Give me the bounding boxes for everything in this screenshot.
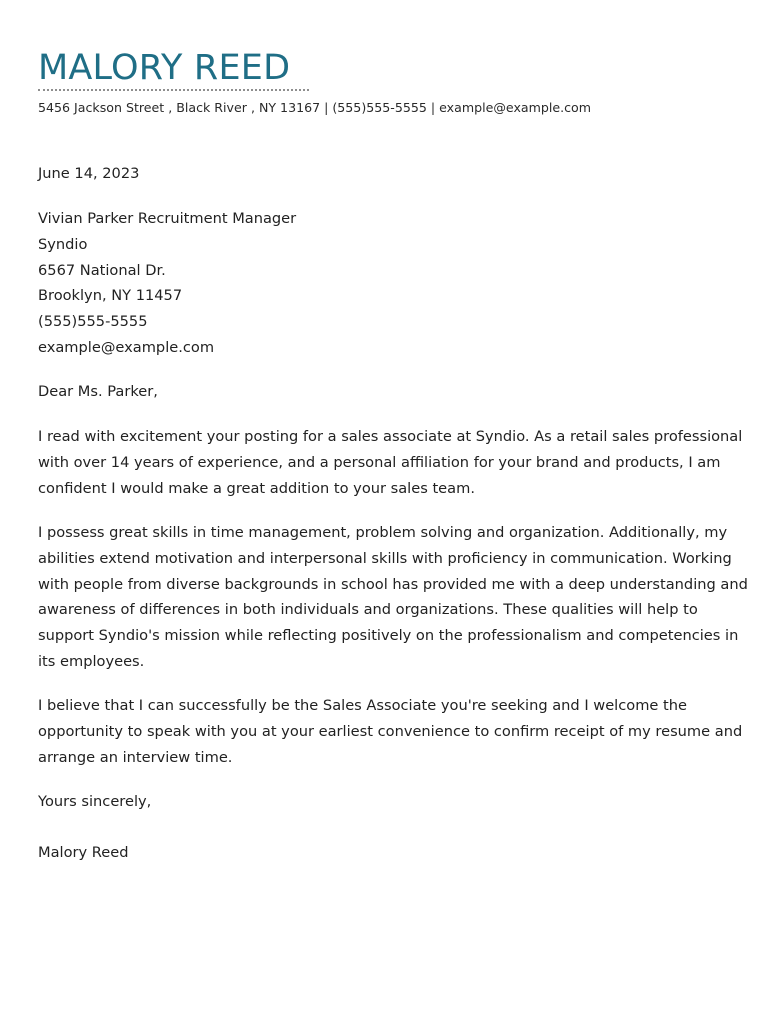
body-paragraph-2: I possess great skills in time management, problem solving and organization. Additionally, my abilities extend motivation and interpersonal skills with proficiency in communication. Working with people from diverse backgrounds in school has provided me with a deep understanding and awareness of differences in both individuals and organizations. These qualities will help to support Syndio's mission while reflecting positively on the professionalism and competencies in its employees.	[38, 524, 748, 670]
recipient-street: 6567 National Dr.	[38, 261, 166, 279]
letter-date: June 14, 2023	[38, 165, 140, 182]
body-paragraph-1: I read with excitement your posting for a sales associate at Syndio. As a retail sales professional with over 14 years of experience, and a personal affiliation for your brand and products, I am confident I would make a great addition to your sales team.	[38, 428, 743, 497]
recipient-name-title: Vivian Parker Recruitment Manager	[38, 210, 297, 227]
name-underline-divider	[38, 89, 309, 91]
applicant-contact-line: 5456 Jackson Street , Black River , NY 13167 | (555)555-5555 | example@example.com	[38, 100, 592, 115]
recipient-company: Syndio	[38, 235, 88, 253]
salutation: Dear Ms. Parker,	[38, 383, 158, 400]
body-paragraph-3: I believe that I can successfully be the Sales Associate you're seeking and I welcome the opportunity to speak with you at your earliest convenience to confirm receipt of my resume and arrange an interview time.	[38, 697, 743, 766]
recipient-phone: (555)555-5555	[38, 313, 148, 331]
recipient-email: example@example.com	[38, 338, 215, 356]
recipient-city-state-zip: Brooklyn, NY 11457	[38, 287, 183, 305]
signature-name: Malory Reed	[38, 844, 129, 861]
applicant-name: MALORY REED	[38, 48, 291, 88]
recipient-block	[38, 206, 296, 361]
closing: Yours sincerely,	[38, 793, 152, 810]
